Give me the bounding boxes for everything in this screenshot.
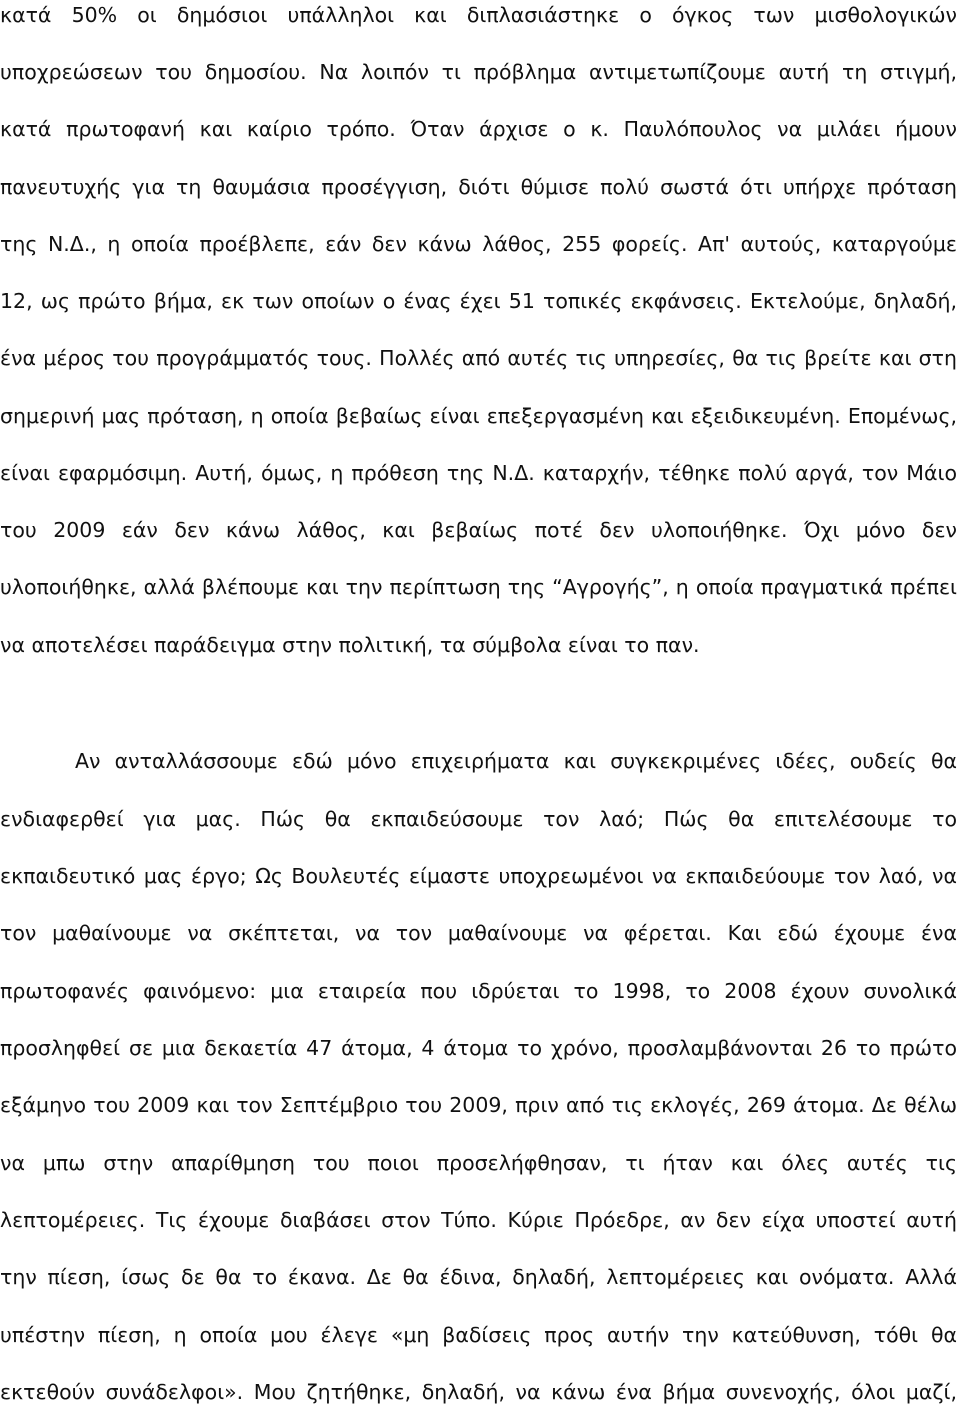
text-line: να αποτελέσει παράδειγμα στην πολιτική, τα σύμβολα είναι το παν. (0, 633, 700, 657)
text-line: 12, ως πρώτο βήμα, εκ των οποίων ο ένας έχει 51 τοπικές εκφάνσεις. Εκτελούμε, δηλαδή, (0, 289, 957, 313)
text-line: λεπτομέρειες. Τις έχουμε διαβάσει στον Τύπο. Κύριε Πρόεδρε, αν δεν είχα υποστεί αυτή (0, 1208, 957, 1232)
text-line: τον μαθαίνουμε να σκέπτεται, να τον μαθαίνουμε να φέρεται. Και εδώ έχουμε ένα (0, 921, 957, 945)
text-line: υποχρεώσεων του δημοσίου. Να λοιπόν τι πρόβλημα αντιμετωπίζουμε αυτή τη στιγμή, (0, 60, 957, 84)
text-line: της Ν.Δ., η οποία προέβλεπε, εάν δεν κάνω λάθος, 255 φορείς. Απ' αυτούς, καταργούμε (0, 232, 957, 256)
text-line: σημερινή μας πρόταση, η οποία βεβαίως είναι επεξεργασμένη και εξειδικευμένη. Επομένως, (0, 404, 957, 428)
text-line: εκτεθούν συνάδελφοι». Μου ζητήθηκε, δηλαδή, να κάνω ένα βήμα συνενοχής, όλοι μαζί, (0, 1380, 957, 1404)
text-line: να μπω στην απαρίθμηση του ποιοι προσελήφθησαν, τι ήταν και όλες αυτές τις (0, 1151, 957, 1175)
text-line: ενδιαφερθεί για μας. Πώς θα εκπαιδεύσουμε τον λαό; Πώς θα επιτελέσουμε το (0, 807, 957, 831)
text-line: υλοποιήθηκε, αλλά βλέπουμε και την περίπτωση της “Αγρογής”, η οποία πραγματικά πρέπει (0, 575, 957, 599)
text-line: είναι εφαρμόσιμη. Αυτή, όμως, η πρόθεση της Ν.Δ. καταρχήν, τέθηκε πολύ αργά, τον Μάιο (0, 461, 957, 485)
text-line: ένα μέρος του προγράμματός τους. Πολλές από αυτές τις υπηρεσίες, θα τις βρείτε και στη (0, 346, 957, 370)
text-line: πανευτυχής για τη θαυμάσια προσέγγιση, διότι θύμισε πολύ σωστά ότι υπήρχε πρόταση (0, 175, 957, 199)
text-line: κατά πρωτοφανή και καίριο τρόπο. Όταν άρχισε ο κ. Παυλόπουλος να μιλάει ήμουν (0, 117, 957, 141)
text-line: εκπαιδευτικό μας έργο; Ως Βουλευτές είμαστε υποχρεωμένοι να εκπαιδεύουμε τον λαό, να (0, 864, 957, 888)
text-line: προσληφθεί σε μια δεκαετία 47 άτομα, 4 άτομα το χρόνο, προσλαμβάνονται 26 το πρώτο (0, 1036, 957, 1060)
text-line: Αν ανταλλάσσουμε εδώ μόνο επιχειρήματα και συγκεκριμένες ιδέες, ουδείς θα (75, 749, 957, 773)
text-line: υπέστην πίεση, η οποία μου έλεγε «μη βαδίσεις προς αυτήν την κατεύθυνση, τόθι θα (0, 1323, 957, 1347)
text-line: την πίεση, ίσως δε θα το έκανα. Δε θα έδινα, δηλαδή, λεπτομέρειες και ονόματα. Αλλά (0, 1265, 957, 1289)
text-line: κατά 50% οι δημόσιοι υπάλληλοι και διπλασιάστηκε ο όγκος των μισθολογικών (0, 3, 957, 27)
text-line: εξάμηνο του 2009 και τον Σεπτέμβριο του 2009, πριν από τις εκλογές, 269 άτομα. Δε θέλω (0, 1093, 957, 1117)
text-line: του 2009 εάν δεν κάνω λάθος, και βεβαίως ποτέ δεν υλοποιήθηκε. Όχι μόνο δεν (0, 518, 957, 542)
text-line: πρωτοφανές φαινόμενο: μια εταιρεία που ιδρύεται το 1998, το 2008 έχουν συνολικά (0, 979, 957, 1003)
